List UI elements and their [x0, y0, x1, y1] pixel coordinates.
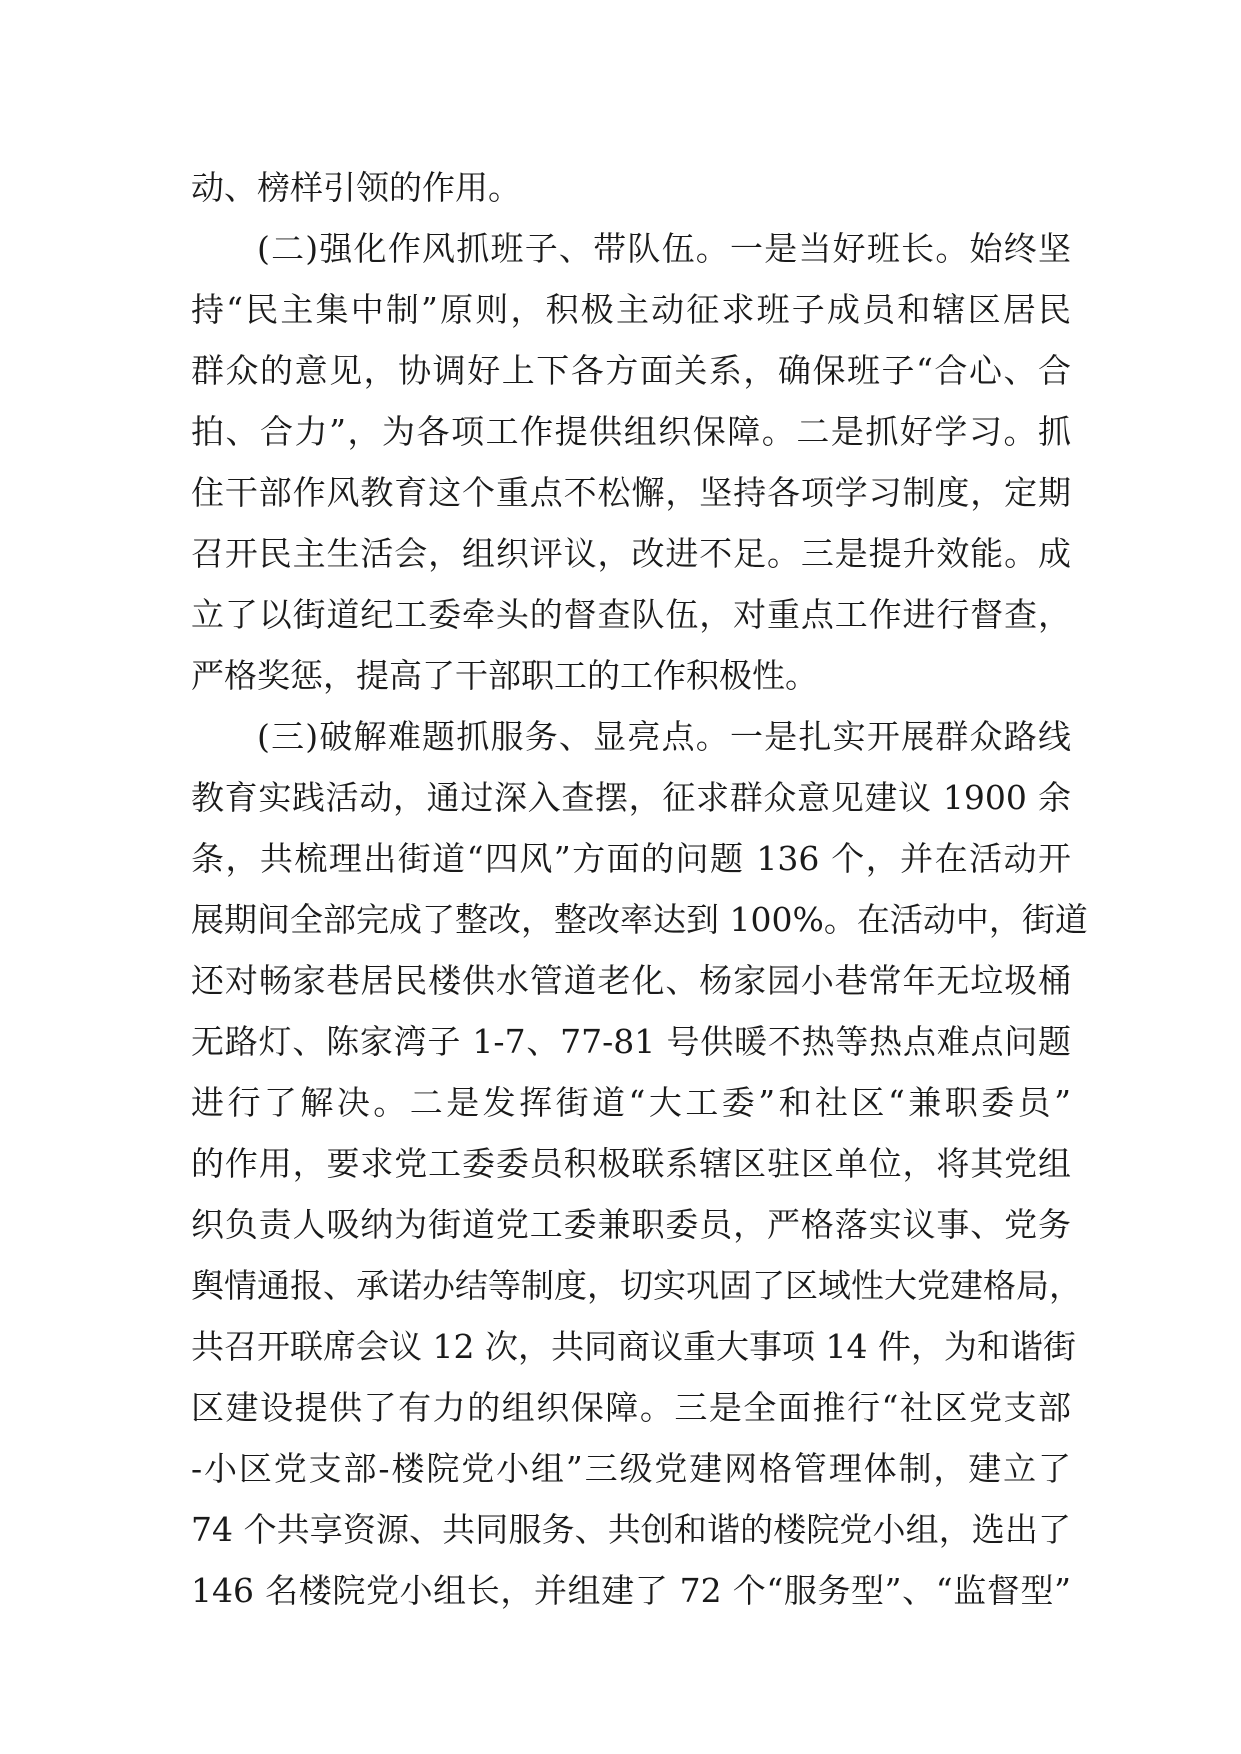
text-line: 群众的意见，协调好上下各方面关系，确保班子“合心、合	[191, 351, 1071, 390]
body-text	[191, 157, 1088, 1621]
text-line: 展期间全部完成了整改，整改率达到 100%。在活动中，街道	[191, 900, 1088, 939]
text-line: 共召开联席会议 12 次，共同商议重大事项 14 件，为和谐街	[191, 1327, 1076, 1366]
text-line: 146 名楼院党小组长，并组建了 72 个“服务型”、“监督型”	[191, 1571, 1071, 1610]
text-line: 74 个共享资源、共同服务、共创和谐的楼院党小组，选出了	[191, 1510, 1071, 1549]
text-line: (三)破解难题抓服务、显亮点。一是扎实开展群众路线	[257, 717, 1071, 756]
text-line: 织负责人吸纳为街道党工委兼职委员，严格落实议事、党务	[191, 1205, 1071, 1244]
text-line: 拍、合力”，为各项工作提供组织保障。二是抓好学习。抓	[191, 412, 1071, 451]
text-line: 教育实践活动，通过深入查摆，征求群众意见建议 1900 余	[191, 778, 1071, 817]
text-line: 区建设提供了有力的组织保障。三是全面推行“社区党支部	[191, 1388, 1071, 1427]
text-line: 召开民主生活会，组织评议，改进不足。三是提升效能。成	[191, 534, 1071, 573]
text-line: 舆情通报、承诺办结等制度，切实巩固了区域性大党建格局，	[191, 1266, 1082, 1305]
text-line: 进行了解决。二是发挥街道“大工委”和社区“兼职委员”	[191, 1083, 1071, 1122]
text-line: -小区党支部-楼院党小组”三级党建网格管理体制，建立了	[191, 1449, 1071, 1488]
text-line: (二)强化作风抓班子、带队伍。一是当好班长。始终坚	[257, 229, 1071, 268]
text-line: 的作用，要求党工委委员积极联系辖区驻区单位，将其党组	[191, 1144, 1071, 1183]
text-line: 条，共梳理出街道“四风”方面的问题 136 个，并在活动开	[191, 839, 1071, 878]
text-line: 动、榜样引领的作用。	[191, 168, 521, 207]
text-line: 住干部作风教育这个重点不松懈，坚持各项学习制度，定期	[191, 473, 1071, 512]
text-line: 还对畅家巷居民楼供水管道老化、杨家园小巷常年无垃圾桶	[191, 961, 1071, 1000]
text-line: 无路灯、陈家湾子 1-7、77-81 号供暖不热等热点难点问题	[191, 1022, 1071, 1061]
text-line: 严格奖惩，提高了干部职工的工作积极性。	[191, 656, 818, 695]
text-line: 立了以街道纪工委牵头的督查队伍，对重点工作进行督查，	[191, 595, 1071, 634]
text-line: 持“民主集中制”原则，积极主动征求班子成员和辖区居民	[191, 290, 1071, 329]
